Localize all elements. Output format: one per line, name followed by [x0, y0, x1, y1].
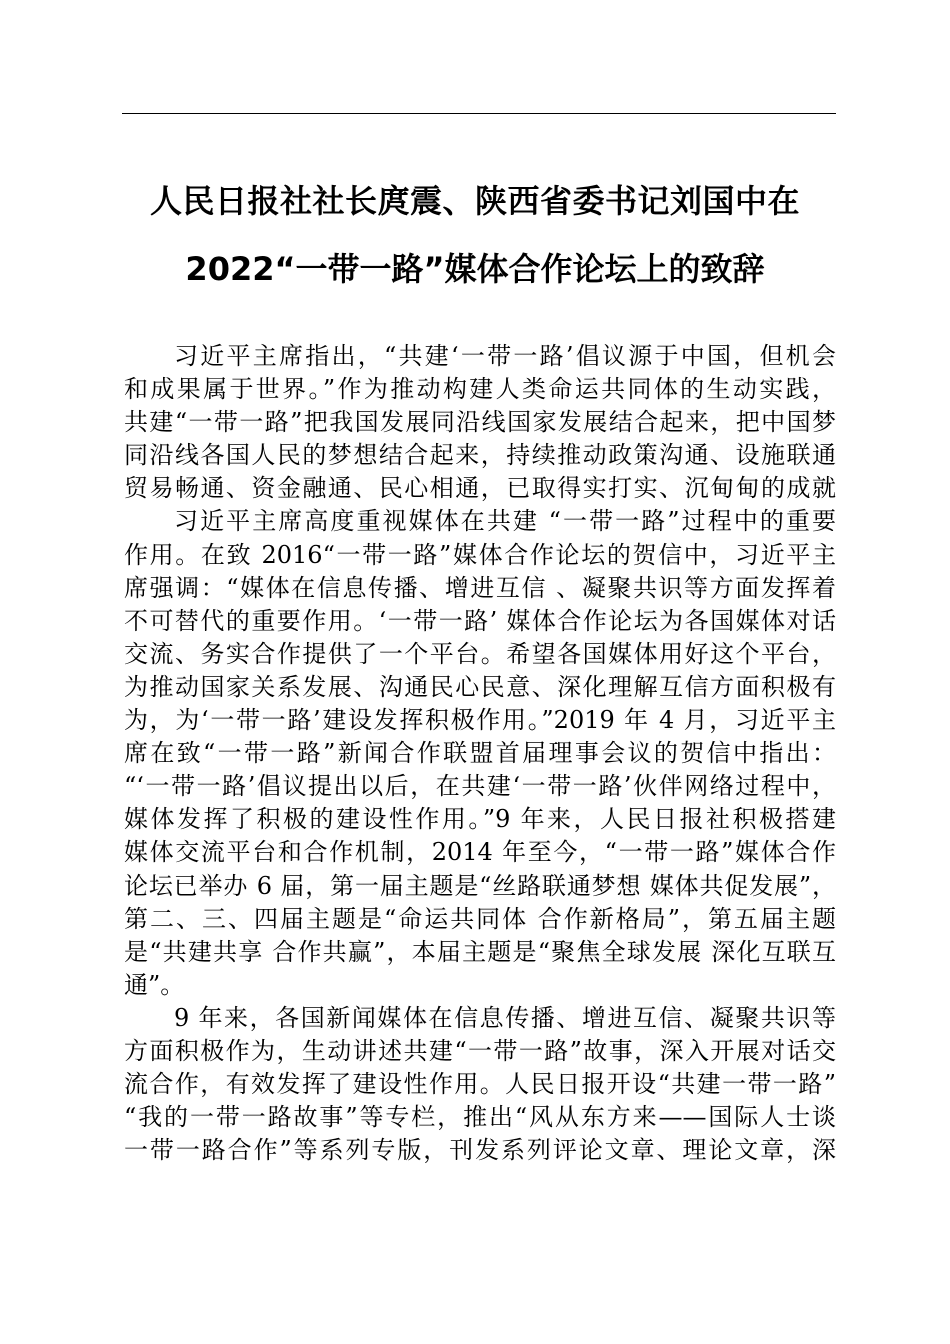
document-title-line-2: 2022“一带一路”媒体合作论坛上的致辞 — [185, 250, 765, 288]
paragraph-2-line-6: 为推动国家关系发展、沟通民心民意、深化理解互信方面积极有 — [124, 672, 836, 701]
paragraph-2-line-4: 不可替代的重要作用。‘一带一路’ 媒体合作论坛为各国媒体对话 — [124, 606, 836, 635]
paragraph-2-line-14: 是“共建共享 合作共赢”，本届主题是“聚焦全球发展 深化互联互 — [124, 937, 836, 966]
paragraph-3-line-1: 9 年来，各国新闻媒体在信息传播、增进互信、凝聚共识等 — [174, 1003, 836, 1032]
paragraph-1-line-5: 贸易畅通、资金融通、民心相通，已取得实打实、沉甸甸的成就 — [124, 474, 836, 503]
paragraph-2-line-1: 习近平主席高度重视媒体在共建 “一带一路”过程中的重要 — [174, 507, 836, 536]
paragraph-1-line-4: 同沿线各国人民的梦想结合起来，持续推动政策沟通、设施联通 — [124, 441, 836, 470]
paragraph-1-line-2: 和成果属于世界。”作为推动构建人类命运共同体的生动实践， — [124, 375, 836, 404]
paragraph-2-line-8: 席在致“一带一路”新闻合作联盟首届理事会议的贺信中指出： — [124, 739, 836, 768]
paragraph-2-line-11: 媒体交流平台和合作机制，2014 年至今，“一带一路”媒体合作 — [124, 838, 836, 867]
header-rule — [122, 113, 836, 114]
paragraph-2-line-12: 论坛已举办 6 届，第一届主题是“丝路联通梦想 媒体共促发展”， — [124, 871, 836, 900]
paragraph-1-line-3: 共建“一带一路”把我国发展同沿线国家发展结合起来，把中国梦 — [124, 408, 836, 437]
paragraph-2-line-10: 媒体发挥了积极的建设性作用。”9 年来，人民日报社积极搭建 — [124, 805, 836, 834]
paragraph-3-line-3: 流合作，有效发挥了建设性作用。人民日报开设“共建一带一路” — [124, 1070, 836, 1099]
paragraph-2-line-13: 第二、三、四届主题是“命运共同体 合作新格局”，第五届主题 — [124, 904, 836, 933]
paragraph-2-line-5: 交流、务实合作提供了一个平台。希望各国媒体用好这个平台， — [124, 639, 836, 668]
paragraph-2-line-15: 通”。 — [124, 970, 185, 999]
paragraph-2-line-7: 为，为‘一带一路’建设发挥积极作用。”2019 年 4 月，习近平主 — [124, 706, 836, 735]
paragraph-3-line-5: 一带一路合作”等系列专版，刊发系列评论文章、理论文章，深 — [124, 1136, 836, 1165]
paragraph-2-line-2: 作用。在致 2016“一带一路”媒体合作论坛的贺信中，习近平主 — [124, 540, 836, 569]
paragraph-3-line-2: 方面积极作为，生动讲述共建“一带一路”故事，深入开展对话交 — [124, 1036, 836, 1065]
paragraph-1-line-1: 习近平主席指出，“共建‘一带一路’倡议源于中国，但机会 — [174, 342, 836, 370]
paragraph-2-line-3: 席强调：“媒体在信息传播、增进互信 、凝聚共识等方面发挥着 — [124, 573, 836, 602]
document-title-line-1: 人民日报社社长庹震、陕西省委书记刘国中在 — [149, 182, 800, 220]
document-body — [124, 340, 836, 1167]
paragraph-3-line-4: “我的一带一路故事”等专栏，推出“风从东方来——国际人士谈 — [124, 1103, 836, 1132]
paragraph-2-line-9: “‘一带一路’倡议提出以后，在共建‘一带一路’伙伴网络过程中， — [124, 772, 836, 801]
